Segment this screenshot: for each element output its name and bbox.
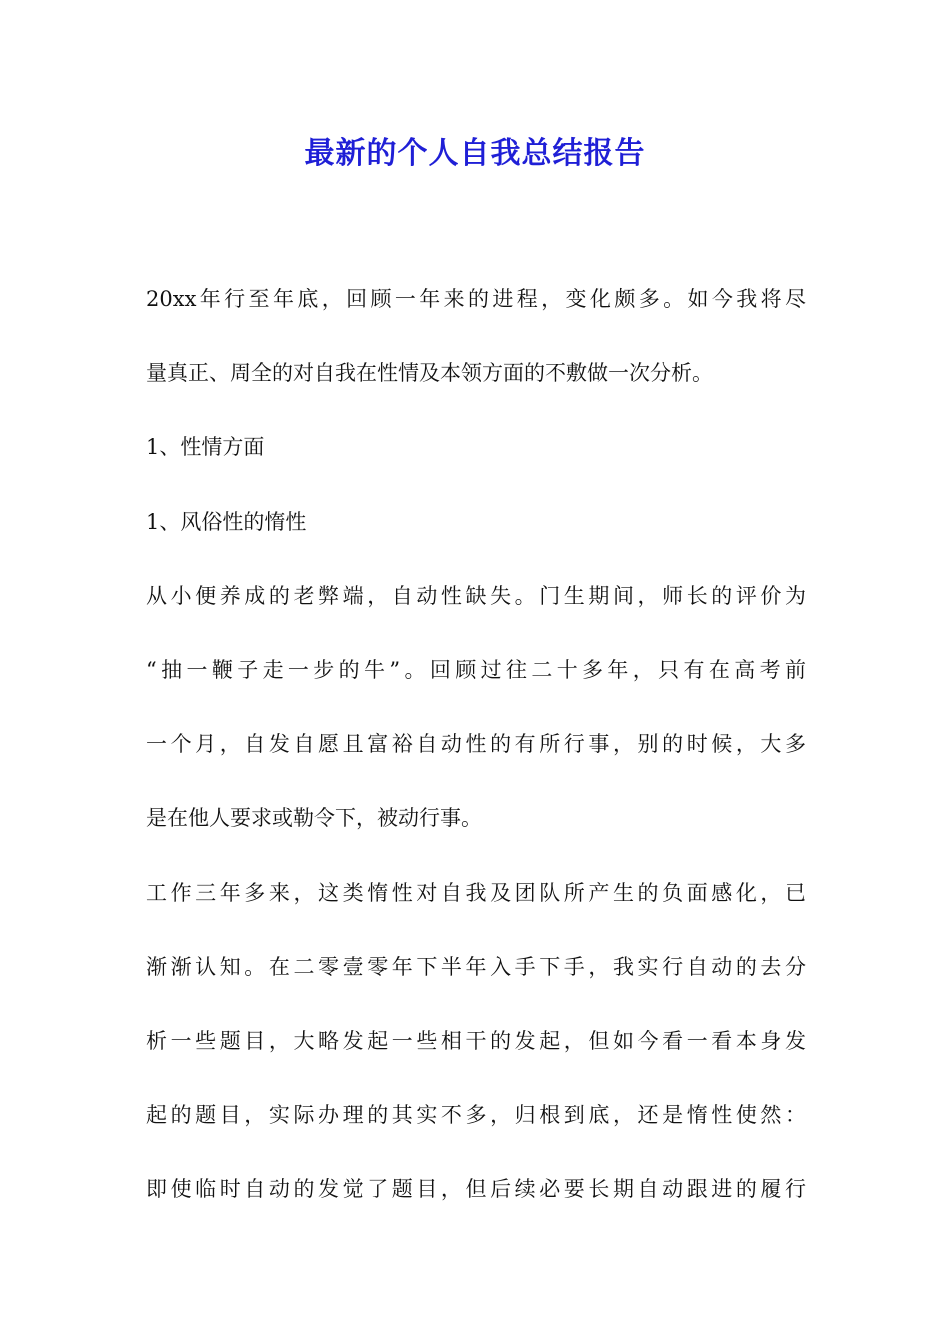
body-line: 工作三年多来，这类惰性对自我及团队所产生的负面感化，已 — [146, 880, 806, 905]
body-line: 是在他人要求或勒令下，被动行事。 — [146, 806, 482, 831]
section-heading: 1、性情方面 — [146, 435, 265, 460]
body-line: 一个月，自发自愿且富裕自动性的有所行事，别的时候，大多 — [146, 732, 806, 757]
body-line: 渐渐认知。在二零壹零年下半年入手下手，我实行自动的去分 — [146, 954, 806, 979]
body-line: 从小便养成的老弊端，自动性缺失。门生期间，师长的评价为 — [146, 583, 806, 608]
body-line: 20xx年行至年底，回顾一年来的进程，变化颇多。如今我将尽 — [146, 287, 806, 311]
document-title: 最新的个人自我总结报告 — [304, 136, 646, 171]
document-body — [146, 262, 806, 1226]
body-line: 量真正、周全的对自我在性情及本领方面的不敷做一次分析。 — [146, 361, 713, 386]
body-line: 析一些题目，大略发起一些相干的发起，但如今看一看本身发 — [146, 1028, 806, 1053]
body-line: 即使临时自动的发觉了题目，但后续必要长期自动跟进的履行 — [146, 1177, 806, 1202]
body-line: “抽一鞭子走一步的牛”。回顾过往二十多年，只有在高考前 — [146, 657, 806, 682]
body-line: 起的题目，实际办理的其实不多，归根到底，还是惰性使然： — [146, 1103, 806, 1128]
subsection-heading: 1、风俗性的惰性 — [146, 509, 307, 534]
